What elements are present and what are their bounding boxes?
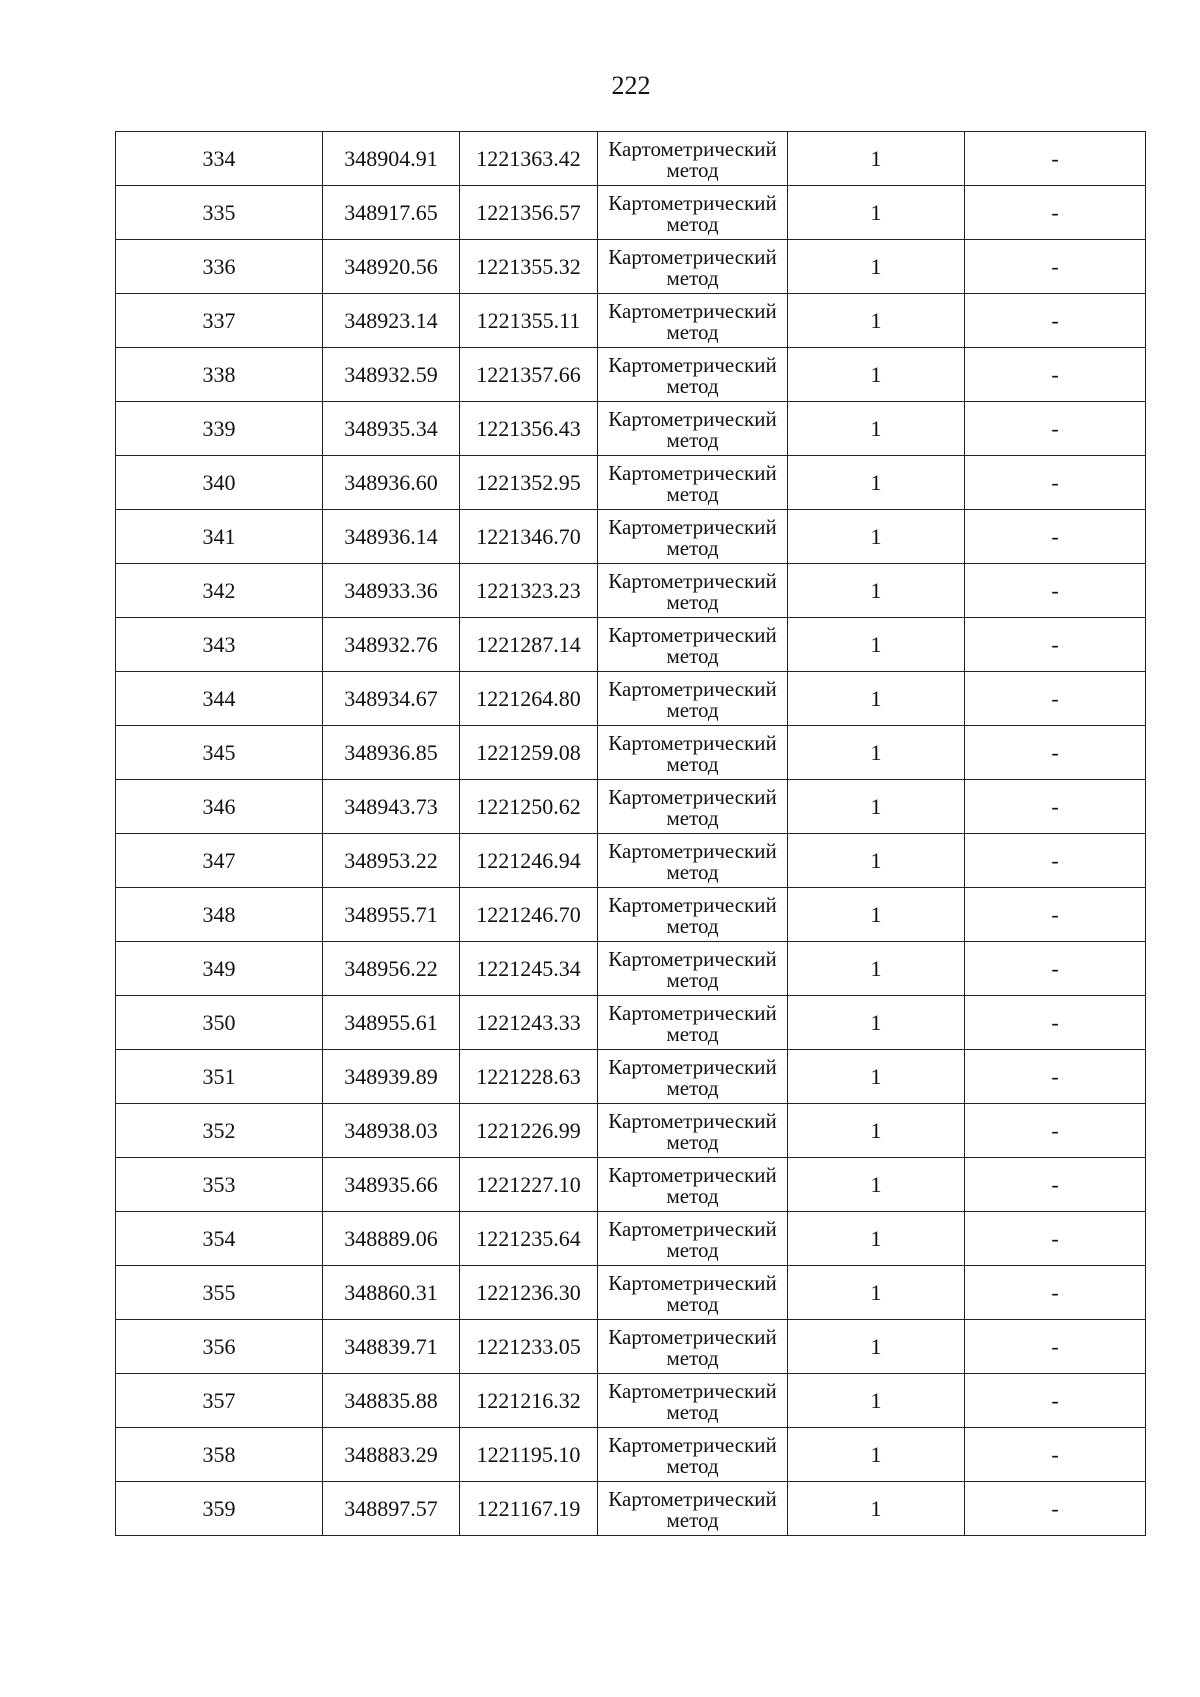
point-number-cell: 334 xyxy=(116,132,323,186)
accuracy-cell: 1 xyxy=(788,726,965,780)
method-cell xyxy=(598,240,788,294)
note-cell: - xyxy=(965,186,1146,240)
method-text: Картометрический метод xyxy=(608,947,777,992)
method-cell xyxy=(598,1104,788,1158)
point-number-cell: 347 xyxy=(116,834,323,888)
method-cell xyxy=(598,1320,788,1374)
y-coordinate-cell: 1221228.63 xyxy=(460,1050,598,1104)
y-coordinate-cell: 1221195.10 xyxy=(460,1428,598,1482)
point-number-cell: 359 xyxy=(116,1482,323,1536)
table-row xyxy=(116,402,1146,456)
method-text: Картометрический метод xyxy=(608,785,777,830)
method-cell xyxy=(598,1266,788,1320)
note-cell: - xyxy=(965,456,1146,510)
accuracy-cell: 1 xyxy=(788,294,965,348)
method-text: Картометрический метод xyxy=(608,245,777,290)
accuracy-cell: 1 xyxy=(788,1104,965,1158)
accuracy-cell: 1 xyxy=(788,564,965,618)
note-cell: - xyxy=(965,1482,1146,1536)
table-row xyxy=(116,1266,1146,1320)
accuracy-cell: 1 xyxy=(788,240,965,294)
method-text: Картометрический метод xyxy=(608,839,777,884)
table-row xyxy=(116,942,1146,996)
x-coordinate-cell: 348936.14 xyxy=(323,510,460,564)
method-cell xyxy=(598,618,788,672)
accuracy-cell: 1 xyxy=(788,888,965,942)
note-cell: - xyxy=(965,942,1146,996)
table-row xyxy=(116,1212,1146,1266)
x-coordinate-cell: 348920.56 xyxy=(323,240,460,294)
x-coordinate-cell: 348935.66 xyxy=(323,1158,460,1212)
y-coordinate-cell: 1221346.70 xyxy=(460,510,598,564)
note-cell: - xyxy=(965,1428,1146,1482)
method-text: Картометрический метод xyxy=(608,1379,777,1424)
x-coordinate-cell: 348955.71 xyxy=(323,888,460,942)
table-row xyxy=(116,672,1146,726)
accuracy-cell: 1 xyxy=(788,780,965,834)
point-number-cell: 337 xyxy=(116,294,323,348)
x-coordinate-cell: 348923.14 xyxy=(323,294,460,348)
accuracy-cell: 1 xyxy=(788,186,965,240)
accuracy-cell: 1 xyxy=(788,618,965,672)
table-row xyxy=(116,1320,1146,1374)
table-row xyxy=(116,996,1146,1050)
method-cell xyxy=(598,1482,788,1536)
accuracy-cell: 1 xyxy=(788,1428,965,1482)
point-number-cell: 341 xyxy=(116,510,323,564)
note-cell: - xyxy=(965,1050,1146,1104)
y-coordinate-cell: 1221355.32 xyxy=(460,240,598,294)
method-cell xyxy=(598,456,788,510)
method-text: Картометрический метод xyxy=(608,407,777,452)
point-number-cell: 358 xyxy=(116,1428,323,1482)
x-coordinate-cell: 348953.22 xyxy=(323,834,460,888)
table-row xyxy=(116,510,1146,564)
accuracy-cell: 1 xyxy=(788,996,965,1050)
note-cell: - xyxy=(965,240,1146,294)
accuracy-cell: 1 xyxy=(788,456,965,510)
table-row xyxy=(116,348,1146,402)
y-coordinate-cell: 1221246.94 xyxy=(460,834,598,888)
y-coordinate-cell: 1221227.10 xyxy=(460,1158,598,1212)
point-number-cell: 349 xyxy=(116,942,323,996)
method-cell xyxy=(598,1050,788,1104)
table-row xyxy=(116,834,1146,888)
table-row xyxy=(116,240,1146,294)
method-text: Картометрический метод xyxy=(608,1433,777,1478)
y-coordinate-cell: 1221226.99 xyxy=(460,1104,598,1158)
accuracy-cell: 1 xyxy=(788,1212,965,1266)
point-number-cell: 336 xyxy=(116,240,323,294)
x-coordinate-cell: 348883.29 xyxy=(323,1428,460,1482)
method-text: Картометрический метод xyxy=(608,1109,777,1154)
table-row xyxy=(116,1050,1146,1104)
note-cell: - xyxy=(965,726,1146,780)
method-text: Картометрический метод xyxy=(608,1325,777,1370)
y-coordinate-cell: 1221167.19 xyxy=(460,1482,598,1536)
method-cell xyxy=(598,942,788,996)
point-number-cell: 350 xyxy=(116,996,323,1050)
y-coordinate-cell: 1221357.66 xyxy=(460,348,598,402)
method-cell xyxy=(598,294,788,348)
accuracy-cell: 1 xyxy=(788,1158,965,1212)
method-cell xyxy=(598,834,788,888)
method-text: Картометрический метод xyxy=(608,1163,777,1208)
accuracy-cell: 1 xyxy=(788,1374,965,1428)
method-cell xyxy=(598,348,788,402)
accuracy-cell: 1 xyxy=(788,1320,965,1374)
y-coordinate-cell: 1221250.62 xyxy=(460,780,598,834)
y-coordinate-cell: 1221236.30 xyxy=(460,1266,598,1320)
y-coordinate-cell: 1221355.11 xyxy=(460,294,598,348)
table-row xyxy=(116,1158,1146,1212)
note-cell: - xyxy=(965,510,1146,564)
x-coordinate-cell: 348956.22 xyxy=(323,942,460,996)
accuracy-cell: 1 xyxy=(788,1266,965,1320)
method-text: Картометрический метод xyxy=(608,731,777,776)
table-row xyxy=(116,294,1146,348)
x-coordinate-cell: 348897.57 xyxy=(323,1482,460,1536)
table-body xyxy=(116,132,1146,1536)
note-cell: - xyxy=(965,888,1146,942)
note-cell: - xyxy=(965,1374,1146,1428)
x-coordinate-cell: 348835.88 xyxy=(323,1374,460,1428)
y-coordinate-cell: 1221216.32 xyxy=(460,1374,598,1428)
y-coordinate-cell: 1221363.42 xyxy=(460,132,598,186)
method-text: Картометрический метод xyxy=(608,893,777,938)
note-cell: - xyxy=(965,834,1146,888)
y-coordinate-cell: 1221352.95 xyxy=(460,456,598,510)
x-coordinate-cell: 348932.59 xyxy=(323,348,460,402)
note-cell: - xyxy=(965,1266,1146,1320)
method-cell xyxy=(598,1212,788,1266)
method-cell xyxy=(598,1428,788,1482)
method-cell xyxy=(598,1158,788,1212)
x-coordinate-cell: 348935.34 xyxy=(323,402,460,456)
point-number-cell: 345 xyxy=(116,726,323,780)
table-row xyxy=(116,1374,1146,1428)
point-number-cell: 344 xyxy=(116,672,323,726)
x-coordinate-cell: 348889.06 xyxy=(323,1212,460,1266)
method-text: Картометрический метод xyxy=(608,299,777,344)
method-text: Картометрический метод xyxy=(608,569,777,614)
method-cell xyxy=(598,888,788,942)
x-coordinate-cell: 348939.89 xyxy=(323,1050,460,1104)
point-number-cell: 352 xyxy=(116,1104,323,1158)
method-text: Картометрический метод xyxy=(608,515,777,560)
point-number-cell: 343 xyxy=(116,618,323,672)
point-number-cell: 339 xyxy=(116,402,323,456)
table-row xyxy=(116,564,1146,618)
table-row xyxy=(116,1104,1146,1158)
x-coordinate-cell: 348938.03 xyxy=(323,1104,460,1158)
note-cell: - xyxy=(965,1212,1146,1266)
method-text: Картометрический метод xyxy=(608,191,777,236)
table-row xyxy=(116,132,1146,186)
y-coordinate-cell: 1221287.14 xyxy=(460,618,598,672)
note-cell: - xyxy=(965,1158,1146,1212)
y-coordinate-cell: 1221259.08 xyxy=(460,726,598,780)
x-coordinate-cell: 348917.65 xyxy=(323,186,460,240)
method-cell xyxy=(598,1374,788,1428)
note-cell: - xyxy=(965,672,1146,726)
y-coordinate-cell: 1221356.43 xyxy=(460,402,598,456)
accuracy-cell: 1 xyxy=(788,402,965,456)
y-coordinate-cell: 1221243.33 xyxy=(460,996,598,1050)
note-cell: - xyxy=(965,1320,1146,1374)
accuracy-cell: 1 xyxy=(788,1050,965,1104)
point-number-cell: 351 xyxy=(116,1050,323,1104)
method-text: Картометрический метод xyxy=(608,1055,777,1100)
accuracy-cell: 1 xyxy=(788,510,965,564)
table-row xyxy=(116,1482,1146,1536)
note-cell: - xyxy=(965,618,1146,672)
x-coordinate-cell: 348932.76 xyxy=(323,618,460,672)
method-cell xyxy=(598,672,788,726)
x-coordinate-cell: 348936.60 xyxy=(323,456,460,510)
table-row xyxy=(116,780,1146,834)
point-number-cell: 346 xyxy=(116,780,323,834)
point-number-cell: 335 xyxy=(116,186,323,240)
point-number-cell: 348 xyxy=(116,888,323,942)
method-text: Картометрический метод xyxy=(608,1487,777,1532)
method-text: Картометрический метод xyxy=(608,137,777,182)
y-coordinate-cell: 1221323.23 xyxy=(460,564,598,618)
page-number: 222 xyxy=(611,71,651,100)
method-text: Картометрический метод xyxy=(608,461,777,506)
y-coordinate-cell: 1221235.64 xyxy=(460,1212,598,1266)
note-cell: - xyxy=(965,402,1146,456)
table-row xyxy=(116,1428,1146,1482)
method-cell xyxy=(598,132,788,186)
y-coordinate-cell: 1221246.70 xyxy=(460,888,598,942)
y-coordinate-cell: 1221233.05 xyxy=(460,1320,598,1374)
coordinates-table xyxy=(115,131,1146,1536)
point-number-cell: 338 xyxy=(116,348,323,402)
point-number-cell: 353 xyxy=(116,1158,323,1212)
point-number-cell: 342 xyxy=(116,564,323,618)
table-row xyxy=(116,186,1146,240)
point-number-cell: 354 xyxy=(116,1212,323,1266)
x-coordinate-cell: 348860.31 xyxy=(323,1266,460,1320)
table-row xyxy=(116,888,1146,942)
table-row xyxy=(116,456,1146,510)
accuracy-cell: 1 xyxy=(788,348,965,402)
accuracy-cell: 1 xyxy=(788,132,965,186)
method-cell xyxy=(598,996,788,1050)
method-text: Картометрический метод xyxy=(608,1271,777,1316)
x-coordinate-cell: 348934.67 xyxy=(323,672,460,726)
note-cell: - xyxy=(965,780,1146,834)
point-number-cell: 355 xyxy=(116,1266,323,1320)
x-coordinate-cell: 348936.85 xyxy=(323,726,460,780)
method-text: Картометрический метод xyxy=(608,1217,777,1262)
note-cell: - xyxy=(965,294,1146,348)
method-text: Картометрический метод xyxy=(608,1001,777,1046)
accuracy-cell: 1 xyxy=(788,1482,965,1536)
table-row xyxy=(116,726,1146,780)
y-coordinate-cell: 1221245.34 xyxy=(460,942,598,996)
note-cell: - xyxy=(965,996,1146,1050)
y-coordinate-cell: 1221356.57 xyxy=(460,186,598,240)
method-text: Картометрический метод xyxy=(608,353,777,398)
x-coordinate-cell: 348839.71 xyxy=(323,1320,460,1374)
point-number-cell: 356 xyxy=(116,1320,323,1374)
x-coordinate-cell: 348933.36 xyxy=(323,564,460,618)
method-cell xyxy=(598,780,788,834)
method-cell xyxy=(598,726,788,780)
method-cell xyxy=(598,510,788,564)
method-text: Картометрический метод xyxy=(608,623,777,668)
method-cell xyxy=(598,186,788,240)
method-cell xyxy=(598,564,788,618)
accuracy-cell: 1 xyxy=(788,672,965,726)
note-cell: - xyxy=(965,564,1146,618)
accuracy-cell: 1 xyxy=(788,942,965,996)
x-coordinate-cell: 348955.61 xyxy=(323,996,460,1050)
accuracy-cell: 1 xyxy=(788,834,965,888)
point-number-cell: 340 xyxy=(116,456,323,510)
table-row xyxy=(116,618,1146,672)
note-cell: - xyxy=(965,1104,1146,1158)
point-number-cell: 357 xyxy=(116,1374,323,1428)
x-coordinate-cell: 348904.91 xyxy=(323,132,460,186)
method-cell xyxy=(598,402,788,456)
y-coordinate-cell: 1221264.80 xyxy=(460,672,598,726)
note-cell: - xyxy=(965,132,1146,186)
note-cell: - xyxy=(965,348,1146,402)
x-coordinate-cell: 348943.73 xyxy=(323,780,460,834)
method-text: Картометрический метод xyxy=(608,677,777,722)
